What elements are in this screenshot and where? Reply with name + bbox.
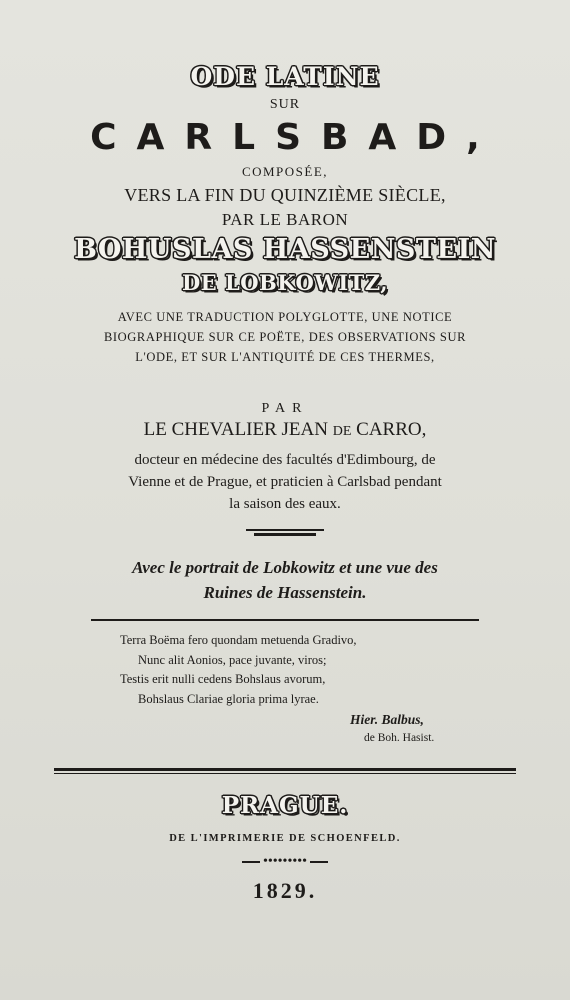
author-name: BOHUSLAS HASSENSTEIN (74, 234, 496, 265)
ornament-divider (246, 529, 324, 537)
credentials-line: Vienne et de Prague, et praticien à Carlsbad pendant (128, 474, 442, 490)
heading-sur: SUR (269, 97, 301, 112)
epigraph-line: Nunc alit Aonios, pace juvante, viros; (138, 652, 327, 667)
divider-rule (91, 619, 479, 621)
text-par-le-baron: PAR LE BARON (221, 210, 349, 229)
translator-name: LE CHEVALIER JEAN DE CARRO, (143, 419, 427, 440)
epigraph-attribution: Hier. Balbus, (350, 712, 424, 727)
epigraph-source: de Boh. Hasist. (364, 732, 435, 744)
subtitle-line: BIOGRAPHIQUE SUR CE POËTE, DES OBSERVATIONS SUR (103, 330, 467, 344)
imprint-year: 1829. (252, 878, 318, 903)
ornament-dots: ••••••••• (0, 854, 570, 870)
epigraph-line: Testis erit nulli cedens Bohslaus avorum, (120, 672, 326, 686)
heading-ode-latine: ODE LATINE (190, 62, 380, 91)
portrait-line: Ruines de Hassenstein. (203, 583, 367, 602)
credentials-line: docteur en médecine des facultés d'Edimbourg, de (134, 452, 436, 468)
text-par: PAR (261, 401, 309, 416)
epigraph (120, 631, 450, 744)
credentials-line: la saison des eaux. (229, 496, 341, 512)
text-composee: COMPOSÉE, (241, 164, 329, 179)
heading-carlsbad: CARLSBAD, (90, 117, 500, 158)
imprint-printer: DE L'IMPRIMERIE DE SCHOENFELD. (169, 833, 401, 844)
imprint-city: PRAGUE. (221, 792, 349, 819)
subtitle-line: L'ODE, ET SUR L'ANTIQUITÉ DE CES THERMES, (135, 350, 435, 364)
author-place: DE LOBKOWITZ, (181, 270, 389, 295)
double-rule (54, 768, 516, 774)
portrait-line: Avec le portrait de Lobkowitz et une vue des (132, 558, 438, 577)
subtitle-line: AVEC UNE TRADUCTION POLYGLOTTE, UNE NOTICE (117, 310, 453, 324)
epigraph-line: Terra Boëma fero quondam metuenda Gradivo, (120, 633, 357, 647)
epigraph-line: Bohslaus Clariae gloria prima lyrae. (138, 691, 319, 706)
text-vers-la-fin: VERS LA FIN DU QUINZIÈME SIÈCLE, (124, 185, 446, 205)
